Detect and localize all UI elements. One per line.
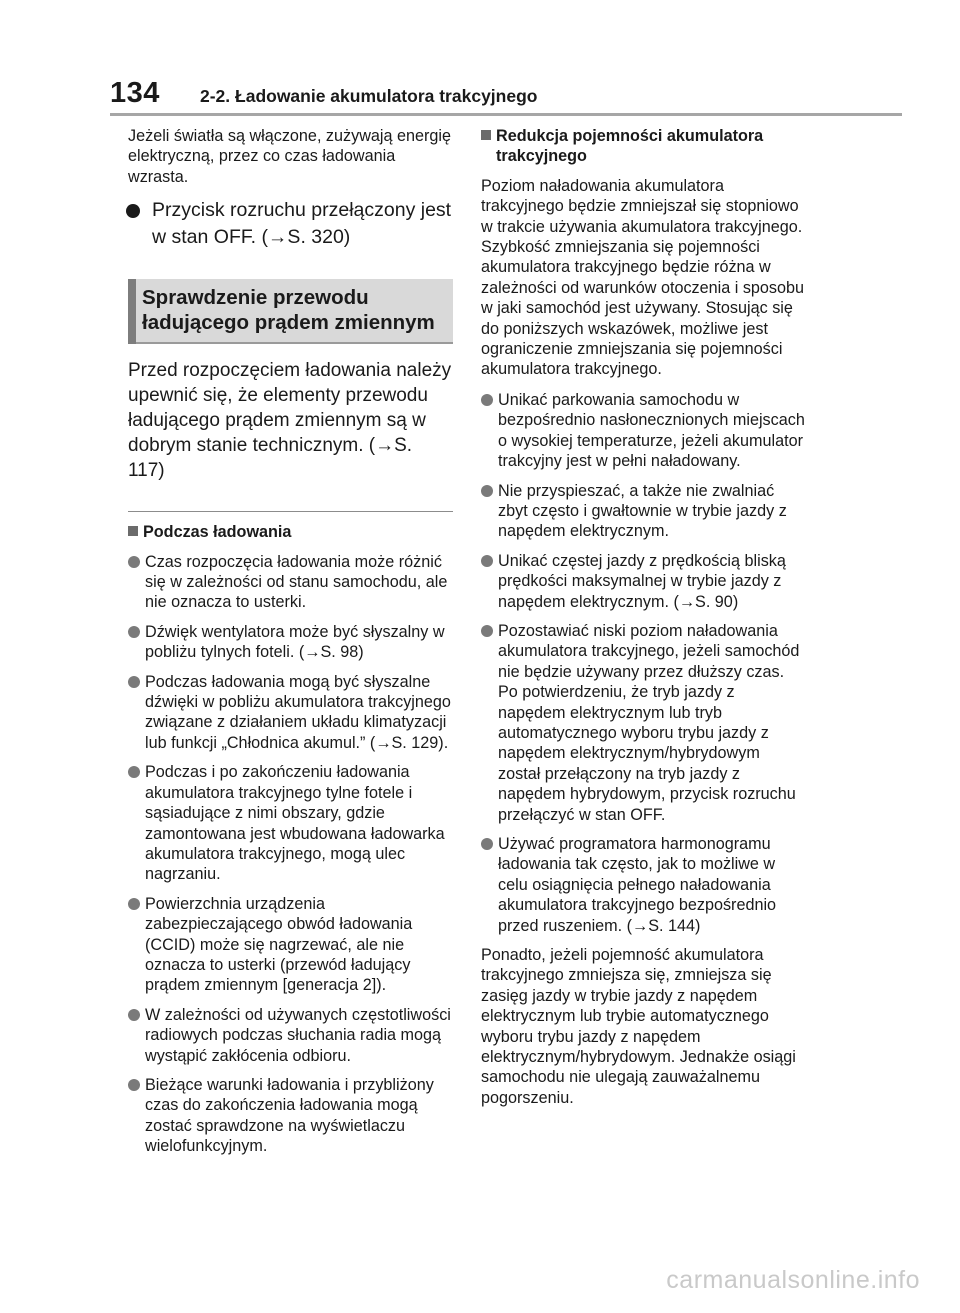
right-column: [481, 126, 806, 1118]
bullet-dot-icon: [126, 204, 140, 218]
bullet-dot-icon: [128, 898, 140, 910]
list-item: Nie przyspieszać, a także nie zwalniać zbyt często i gwałtownie w trybie jazdy z napędem elektrycznym.: [481, 481, 806, 542]
list-item: W zależności od używanych częstotliwości radiowych podczas słuchania radia mogą wystąpić zakłócenia odbioru.: [128, 1005, 453, 1066]
list-item: Podczas i po zakończeniu ładowania akumulatora trakcyjnego tylne fotele i sąsiadujące z nimi obszary, gdzie zamontowana jest wbudowana ładowarka akumulatora trakcyjnego, mogą ulec nagrzaniu.: [128, 762, 453, 884]
bullet-dot-icon: [128, 556, 140, 568]
list-item: Pozostawiać niski poziom naładowania akumulatora trakcyjnego, jeżeli samochód nie będzie używany przez dłuższy czas. Po potwierdzeniu, że tryb jazdy z napędem elektrycznym lub tryb automatycznego wyboru trybu jazdy z napędem elektrycznym/hybrydowym został przełączony na tryb jazdy z napędem hybrydowym, przycisk rozruchu przełączyć w stan OFF.: [481, 621, 806, 825]
list-item: Dźwięk wentylatora może być słyszalny w pobliżu tylnych foteli. (→S. 98): [128, 622, 453, 663]
bullet-dot-icon: [481, 555, 493, 567]
header-divider: [110, 113, 902, 116]
subsection-divider: [128, 511, 453, 512]
left-column: [128, 126, 453, 1166]
sub-heading-text: Podczas ładowania: [143, 523, 292, 542]
big-bullet-text: Przycisk rozruchu przełączony jest w stan OFF. (→S. 320): [152, 199, 452, 249]
bullet-note: Po potwierdzeniu, że tryb jazdy z napędem elektrycznym lub tryb automatycznego wyboru trybu jazdy z napędem elektrycznym/hybrydowym został przełączony na tryb jazdy z napędem hybrydowym, przycisk rozruchu przełączyć w stan OFF.: [498, 683, 796, 824]
bullet-dot-icon: [481, 394, 493, 406]
section-title: 2-2. Ładowanie akumulatora trakcyjnego: [200, 86, 538, 106]
square-bullet-icon: [128, 526, 138, 536]
big-bullet-item: [126, 197, 453, 251]
box-heading-text: Sprawdzenie przewodu ładującego prądem zmiennym: [142, 286, 435, 335]
list-item: Używać programatora harmonogramu ładowania tak często, jak to możliwe w celu osiągnięcia pełnego naładowania akumulatora trakcyjnego bezpośrednio przed ruszeniem. (→S. 144): [481, 834, 806, 936]
bullet-dot-icon: [481, 625, 493, 637]
watermark: carmanualsonline.info: [666, 1266, 920, 1294]
list-item: Unikać parkowania samochodu w bezpośrednio nasłonecznionych miejscach o wysokiej temperaturze, jeżeli akumulator trakcyjny jest w pełni naładowany.: [481, 390, 806, 472]
box-heading: [128, 279, 453, 344]
bullet-dot-icon: [128, 1079, 140, 1091]
bullet-dot-icon: [128, 1009, 140, 1021]
bullet-dot-icon: [481, 485, 493, 497]
square-bullet-icon: [481, 130, 491, 140]
closing-paragraph: Ponadto, jeżeli pojemność akumulatora trakcyjnego zmniejsza się, zmniejsza się zasięg jazdy w trybie jazdy z napędem elektrycznym lub trybie automatycznego wyboru trybu jazdy z napędem elektrycznym/hybrydowym. Jednakże osiągi samochodu nie ulegają zauważalnemu pogorszeniu.: [481, 946, 796, 1107]
list-item: Unikać częstej jazdy z prędkością bliską prędkości maksymalnej w trybie jazdy z napędem elektrycznym. (→S. 90): [481, 551, 806, 612]
bullet-dot-icon: [128, 766, 140, 778]
bullet-dot-icon: [128, 676, 140, 688]
large-paragraph: Przed rozpoczęciem ładowania należy upewnić się, że elementy przewodu ładującego prądem zmiennym są w dobrym stanie technicznym. (→S. 117): [128, 360, 452, 482]
intro-paragraph: Poziom naładowania akumulatora trakcyjnego będzie zmniejszał się stopniowo w trakcie używania akumulatora trakcyjnego. Szybkość zmniejszania się pojemności akumulatora trakcyjnego będzie różna w zależności od warunków otoczenia i sposobu w jaki samochód jest używany. Stosując się do poniższych wskazówek, możliwe jest ograniczenie zmniejszania się pojemności akumulatora trakcyjnego.: [481, 176, 805, 379]
list-item: Powierzchnia urządzenia zabezpieczającego obwód ładowania (CCID) może się nagrzewać, ale nie oznacza to usterki (przewód ładujący prądem zmiennym [generacja 2]).: [128, 894, 453, 996]
list-item: Bieżące warunki ładowania i przybliżony czas do zakończenia ładowania mogą zostać sprawdzone na wyświetlaczu wielofunkcyjnym.: [128, 1075, 453, 1157]
page-number: 134: [110, 77, 160, 109]
list-item: Podczas ładowania mogą być słyszalne dźwięki w pobliżu akumulatora trakcyjnego związane z działaniem układu klimatyzacji lub funkcji „Chłodnica akumul.” (→S. 129).: [128, 672, 453, 754]
sub-heading: [481, 126, 806, 167]
list-item: Czas rozpoczęcia ładowania może różnić się w zależności od stanu samochodu, ale nie oznacza to usterki.: [128, 552, 453, 613]
intro-paragraph: Jeżeli światła są włączone, zużywają energię elektryczną, przez co czas ładowania wzrasta.: [128, 127, 452, 186]
heading-accent-bar: [128, 279, 136, 344]
sub-heading: [128, 522, 453, 542]
bullet-dot-icon: [481, 838, 493, 850]
sub-heading-text: Redukcja pojemności akumulatora trakcyjnego: [496, 127, 764, 166]
bullet-dot-icon: [128, 626, 140, 638]
page-header: [0, 0, 960, 118]
